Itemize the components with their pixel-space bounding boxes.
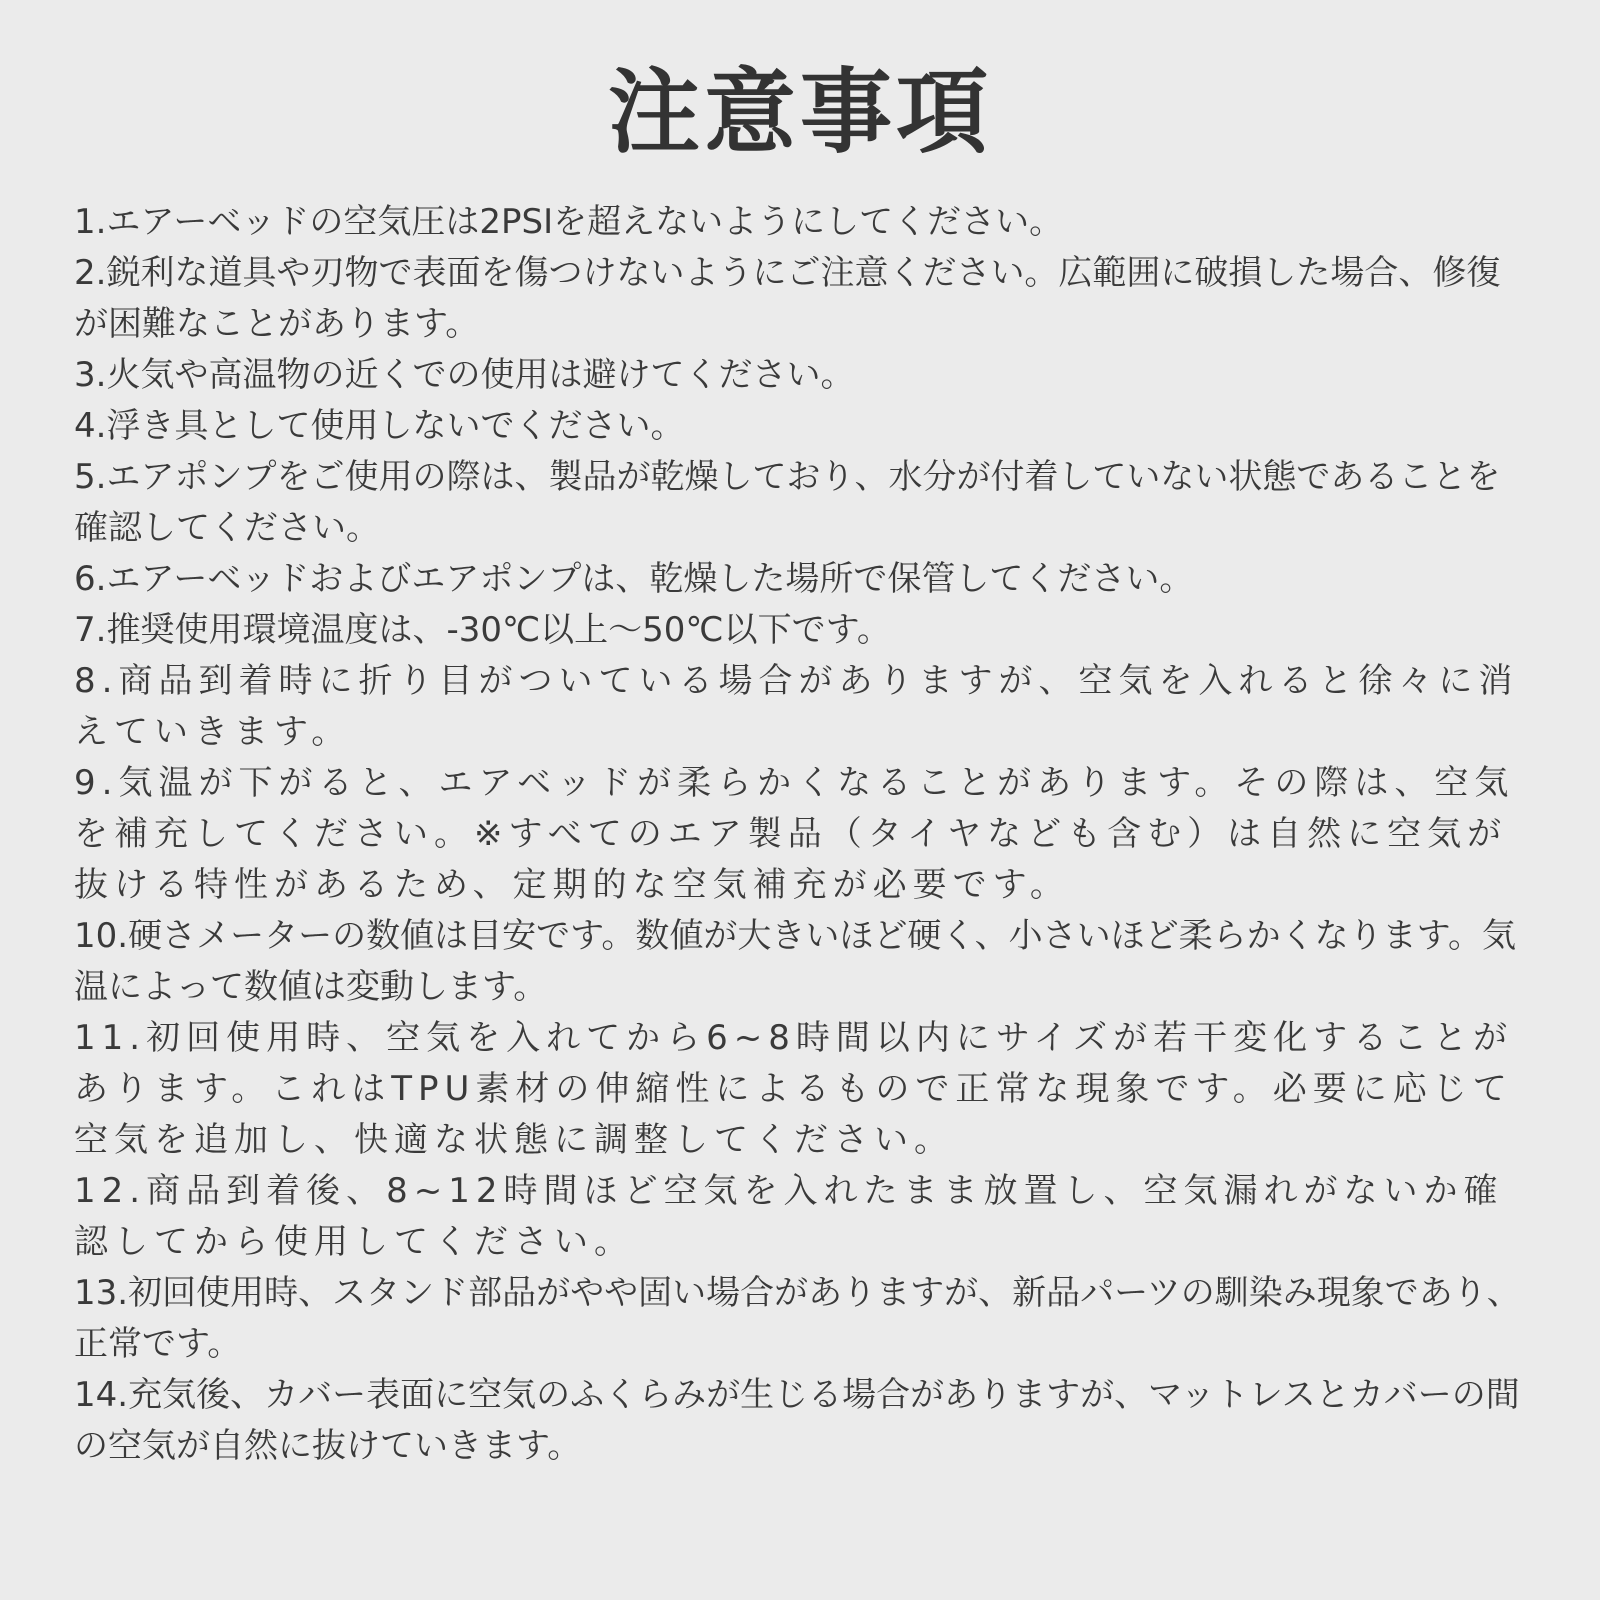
note-item-3: 3.火気や高温物の近くでの使用は避けてください。 xyxy=(74,355,855,395)
note-item-4: 4.浮き具として使用しないでください。 xyxy=(74,406,685,446)
note-item-9: 9.気温が下がると、エアベッドが柔らかくなることがあります。その際は、空気を補充してください。※すべてのエア製品（タイヤなども含む）は自然に空気が抜ける特性があるため、定期的な空気補充が必要です。 xyxy=(74,763,1515,905)
notes-list xyxy=(74,197,1534,1472)
note-item-11: 11.初回使用時、空気を入れてから6~8時間以内にサイズが若干変化することがあります。これはTPU素材の伸縮性によるもので正常な現象です。必要に応じて空気を追加し、快適な状態に調整してください。 xyxy=(74,1018,1514,1160)
note-item-2: 2.鋭利な道具や刃物で表面を傷つけないようにご注意ください。広範囲に破損した場合、修復が困難なことがあります。 xyxy=(74,253,1501,344)
note-item-13: 13.初回使用時、スタンド部品がやや固い場合がありますが、新品パーツの馴染み現象であり、正常です。 xyxy=(74,1273,1521,1364)
note-item-8: 8.商品到着時に折り目がついている場合がありますが、空気を入れると徐々に消えていきます。 xyxy=(74,661,1519,752)
note-item-5: 5.エアポンプをご使用の際は、製品が乾燥しており、水分が付着していない状態であることを確認してください。 xyxy=(74,457,1501,548)
note-item-10: 10.硬さメーターの数値は目安です。数値が大きいほど硬く、小さいほど柔らかくなります。気温によって数値は変動します。 xyxy=(74,916,1516,1007)
note-item-7: 7.推奨使用環境温度は、-30℃以上～50℃以下です。 xyxy=(74,610,891,650)
note-item-1: 1.エアーベッドの空気圧は2PSIを超えないようにしてください。 xyxy=(74,202,1064,242)
note-item-6: 6.エアーベッドおよびエアポンプは、乾燥した場所で保管してください。 xyxy=(74,559,1194,599)
note-item-12: 12.商品到着後、8~12時間ほど空気を入れたまま放置し、空気漏れがないか確認してから使用してください。 xyxy=(74,1171,1504,1262)
page-title: 注意事項 xyxy=(607,59,992,166)
note-item-14: 14.充気後、カバー表面に空気のふくらみが生じる場合がありますが、マットレスとカバーの間の空気が自然に抜けていきます。 xyxy=(74,1375,1520,1466)
